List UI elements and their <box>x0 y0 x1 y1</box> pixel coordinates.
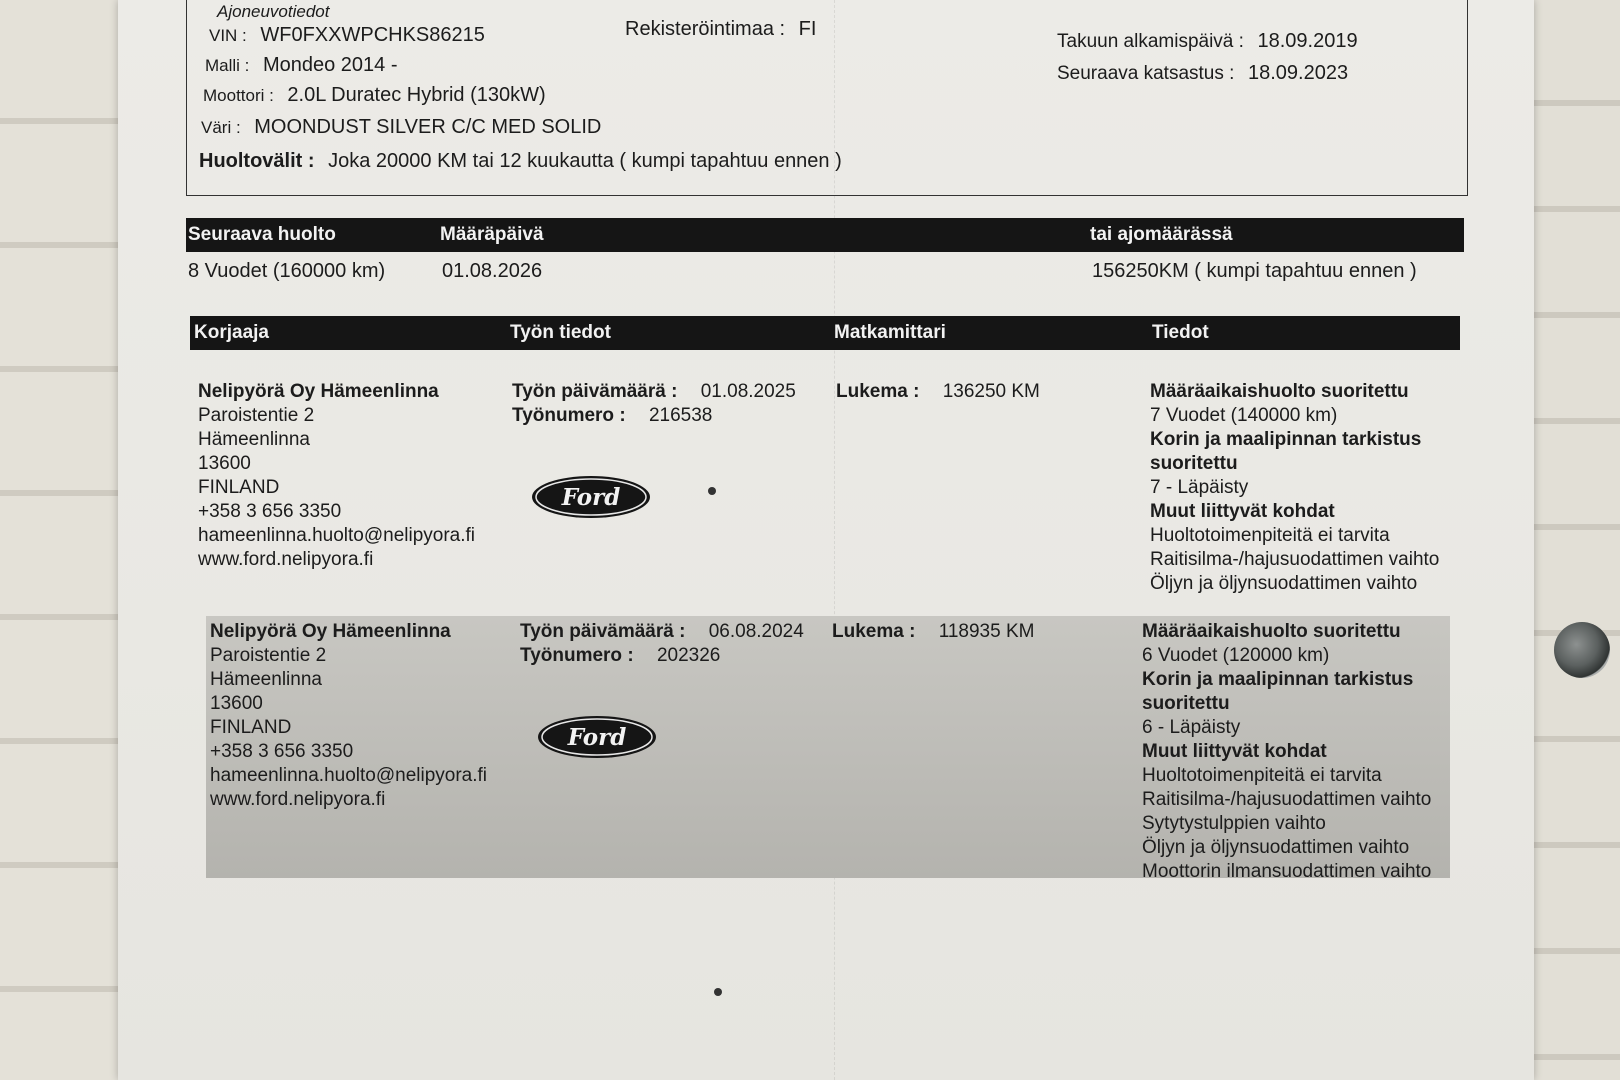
detail-line: Öljyn ja öljynsuodattimen vaihto <box>1142 837 1410 858</box>
service-interval-label: Huoltovälit : <box>199 150 315 172</box>
engine-value: 2.0L Duratec Hybrid (130kW) <box>287 84 546 106</box>
vin-value: WF0FXXWPCHKS86215 <box>260 24 485 46</box>
detail-line: suoritettu <box>1142 693 1230 714</box>
reading-label: Lukema : <box>832 621 916 642</box>
next-service-value: 8 Vuodet (160000 km) <box>188 260 386 282</box>
work-date-label: Työn päivämäärä : <box>512 381 678 402</box>
history-header-work-info: Työn tiedot <box>510 322 611 343</box>
repairer-country: FINLAND <box>198 477 280 498</box>
warranty-label: Takuun alkamispäivä : <box>1057 31 1244 52</box>
service-record-shaded <box>206 616 1450 882</box>
detail-line: Raitisilma-/hajusuodattimen vaihto <box>1150 549 1440 570</box>
ford-logo <box>530 474 652 520</box>
details-block <box>1142 620 1431 884</box>
model-value: Mondeo 2014 - <box>262 54 398 76</box>
details-block <box>1150 380 1439 596</box>
registration-row <box>625 18 816 41</box>
work-number-label: Työnumero : <box>512 405 626 426</box>
detail-line: Sytytystulppien vaihto <box>1142 813 1326 834</box>
repairer-website: www.ford.nelipyora.fi <box>210 789 386 810</box>
model-row <box>205 54 398 77</box>
history-header <box>190 316 1460 350</box>
service-record <box>196 380 1460 606</box>
service-interval-row <box>199 150 842 173</box>
next-service-header <box>186 218 1464 252</box>
engine-row <box>203 84 546 107</box>
next-service-header-mileage: tai ajomäärässä <box>1090 224 1233 245</box>
detail-line: Öljyn ja öljynsuodattimen vaihto <box>1150 573 1418 594</box>
repairer-phone: +358 3 656 3350 <box>198 501 342 522</box>
vehicle-info-box <box>186 0 1468 196</box>
repairer-country: FINLAND <box>210 717 292 738</box>
color-row <box>201 116 601 139</box>
reading-value: 136250 KM <box>942 381 1040 402</box>
punch-mark <box>708 487 716 495</box>
detail-line: Muut liittyvät kohdat <box>1142 741 1327 762</box>
wall-right <box>1534 0 1620 1080</box>
engine-label: Moottori : <box>203 86 274 105</box>
detail-line: Määräaikaishuolto suoritettu <box>1142 621 1401 642</box>
odometer-block <box>832 620 1034 644</box>
detail-line: Korin ja maalipinnan tarkistus <box>1150 429 1422 450</box>
work-number-value: 202326 <box>656 645 721 666</box>
repairer-street: Paroistentie 2 <box>198 405 315 426</box>
detail-line: Moottorin ilmansuodattimen vaihto <box>1142 861 1432 882</box>
color-value: MOONDUST SILVER C/C MED SOLID <box>254 116 602 138</box>
history-header-repairer: Korjaaja <box>194 322 269 343</box>
vin-label: VIN : <box>209 26 247 45</box>
detail-line: Muut liittyvät kohdat <box>1150 501 1335 522</box>
detail-line: Määräaikaishuolto suoritettu <box>1150 381 1409 402</box>
work-date-label: Työn päivämäärä : <box>520 621 686 642</box>
detail-line: 7 - Läpäisty <box>1150 477 1249 498</box>
vin-row <box>209 24 485 47</box>
warranty-value: 18.09.2019 <box>1257 30 1358 52</box>
repairer-city: Hämeenlinna <box>210 669 322 690</box>
repairer-block <box>210 620 487 812</box>
history-header-odometer: Matkamittari <box>834 322 946 343</box>
color-label: Väri : <box>201 118 241 137</box>
warranty-row <box>1057 30 1358 53</box>
inspection-label: Seuraava katsastus : <box>1057 63 1235 84</box>
inspection-row <box>1057 62 1348 85</box>
detail-line: Korin ja maalipinnan tarkistus <box>1142 669 1414 690</box>
work-info-block <box>520 620 804 668</box>
punch-mark <box>714 988 722 996</box>
work-date-value: 06.08.2024 <box>708 621 804 642</box>
repairer-website: www.ford.nelipyora.fi <box>198 549 374 570</box>
ford-logo-text: Ford <box>561 484 621 511</box>
odometer-block <box>836 380 1040 404</box>
wall-left <box>0 0 118 1080</box>
next-service-header-service: Seuraava huolto <box>188 224 336 245</box>
repairer-postal-code: 13600 <box>198 453 251 474</box>
wall-screw <box>1554 622 1610 678</box>
model-label: Malli : <box>205 56 250 75</box>
ford-logo-text: Ford <box>567 724 627 751</box>
ford-logo <box>536 714 658 760</box>
detail-line: suoritettu <box>1150 453 1238 474</box>
repairer-block <box>198 380 475 572</box>
next-service-mileage: 156250KM ( kumpi tapahtuu ennen ) <box>1092 260 1417 282</box>
reading-value: 118935 KM <box>938 621 1035 642</box>
next-service-row <box>186 260 1464 290</box>
repairer-name: Nelipyörä Oy Hämeenlinna <box>198 381 439 402</box>
work-info-block <box>512 380 796 428</box>
detail-line: 6 - Läpäisty <box>1142 717 1241 738</box>
next-service-header-due: Määräpäivä <box>440 224 544 245</box>
next-service-due-date: 01.08.2026 <box>442 260 543 282</box>
repairer-name: Nelipyörä Oy Hämeenlinna <box>210 621 451 642</box>
detail-line: 7 Vuodet (140000 km) <box>1150 405 1338 426</box>
history-header-details: Tiedot <box>1152 322 1209 343</box>
work-date-value: 01.08.2025 <box>700 381 796 402</box>
work-number-value: 216538 <box>648 405 713 426</box>
repairer-postal-code: 13600 <box>210 693 263 714</box>
repairer-email: hameenlinna.huolto@nelipyora.fi <box>198 525 476 546</box>
reading-label: Lukema : <box>836 381 920 402</box>
repairer-city: Hämeenlinna <box>198 429 310 450</box>
repairer-phone: +358 3 656 3350 <box>210 741 354 762</box>
service-interval-value: Joka 20000 KM tai 12 kuukautta ( kumpi tapahtuu ennen ) <box>328 150 842 172</box>
inspection-value: 18.09.2023 <box>1248 62 1349 84</box>
work-number-label: Työnumero : <box>520 645 634 666</box>
detail-line: 6 Vuodet (120000 km) <box>1142 645 1330 666</box>
detail-line: Huoltotoimenpiteitä ei tarvita <box>1150 525 1390 546</box>
repairer-street: Paroistentie 2 <box>210 645 327 666</box>
registration-value: FI <box>798 18 817 40</box>
registration-label: Rekisteröintimaa : <box>625 18 786 40</box>
repairer-email: hameenlinna.huolto@nelipyora.fi <box>210 765 488 786</box>
detail-line: Huoltotoimenpiteitä ei tarvita <box>1142 765 1382 786</box>
detail-line: Raitisilma-/hajusuodattimen vaihto <box>1142 789 1432 810</box>
vehicle-heading: Ajoneuvotiedot <box>217 2 330 21</box>
